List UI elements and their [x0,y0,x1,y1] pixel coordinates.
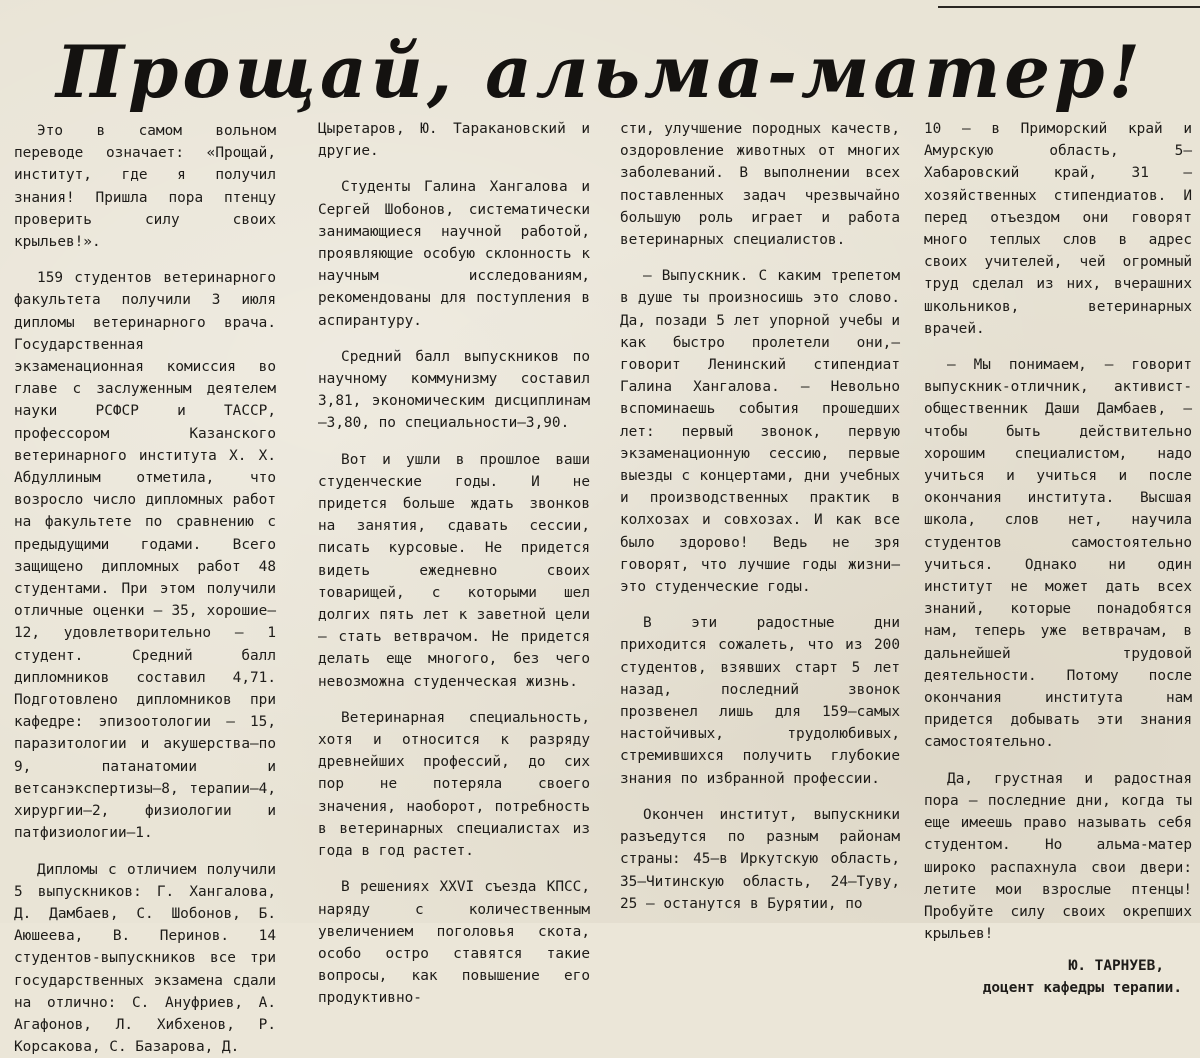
paragraph: Дипломы с отличием получили 5 выпускников: Г. Хангалова, Д. Дамбаев, С. Шобонов, Б. Аюшеева, В. Перинов. 14 студентов-выпускников все три государственных экзамена сдали на отлично: С. Ануфриев, А. Агафонов, Л. Хибхенов, Р. Корсакова, С. Базарова, Д. [14,859,276,1058]
paragraph: сти, улучшение породных качеств, оздоровление животных от многих заболеваний. В выполнении всех поставленных задач чрезвычайно большую роль играет и работа ветеринарных специалистов. [620,118,900,251]
article-column-3 [620,118,900,918]
paragraph: 10 — в Приморский край и Амурскую область, 5—Хабаровский край, 31 — хозяйственных стипендиатов. И перед отъездом они говорят много теплых слов в адрес своих учителей, чей огромный труд сделал из них, вчерашних школьников, ветеринарных врачей. [924,118,1192,340]
paragraph: — Выпускник. С каким трепетом в душе ты произносишь это слово. Да, позади 5 лет упорной учебы и как быстро пролетели они,— говорит Ленинский стипендиат Галина Хангалова. — Невольно вспоминаешь события прошедших лет: первый звонок, первую экзаменационную сессию, первые выезды с концертами, дни учебных и производственных практик в колхозах и совхозах. И как все было здорово! Ведь не зря говорят, что лучшие годы жизни—это студенческие годы. [620,265,900,598]
article-column-1 [14,120,276,920]
paragraph: 159 студентов ветеринарного факультета получили 3 июля дипломы ветеринарного врача. Государственная экзаменационная комиссия во главе с заслуженным деятелем науки РСФСР и ТАССР, профессором Казанского ветеринарного института Х. Х. Абдуллиным отметила, что возросло число дипломных работ на факультете по сравнению с предыдущими годами. Всего защищено дипломных работ 48 студентами. При этом получили отличные оценки — 35, хорошие—12, удовлетворительно — 1 студент. Средний балл дипломников составил 4,71. Подготовлено дипломников при кафедре: эпизоотологии — 15, паразитологии и акушерства—по 9, патанатомии и ветсанэкспертизы—8, терапии—4, хирургии—2, физиологии и патфизиологии—1. [14,267,276,844]
article-column-2 [318,118,590,918]
paragraph: В решениях XXVI съезда КПСС, наряду с количественным увеличением поголовья скота, особо остро ставятся такие вопросы, как повышение его продуктивно- [318,876,590,1009]
paragraph: Цыретаров, Ю. Таракановский и другие. [318,118,590,162]
paragraph: Ветеринарная специальность, хотя и относится к разряду древнейших профессий, до сих пор не потеряла своего значения, наоборот, потребность в ветеринарных специалистах из года в год растет. [318,707,590,862]
article-column-4 [924,118,1192,918]
paragraph: Окончен институт, выпускники разъедутся по разным районам страны: 45—в Иркутскую область, 35—Читинскую область, 24—Туву, 25 — останутся в Бурятии, по [620,804,900,915]
paragraph: Вот и ушли в прошлое ваши студенческие годы. И не придется больше ждать звонков на занятия, сдавать сессии, писать курсовые. Не придется видеть ежедневно своих товарищей, с которыми шел долгих пять лет к заветной цели — стать ветврачом. Не придется делать еще многого, без чего невозможна студенческая жизнь. [318,449,590,693]
author-signature [924,955,1192,999]
paragraph: В эти радостные дни приходится сожалеть, что из 200 студентов, взявших старт 5 лет назад, последний звонок прозвенел лишь для 159—самых настойчивых, трудолюбивых, стремившихся получить глубокие знания по избранной профессии. [620,612,900,790]
paragraph: Это в самом вольном переводе означает: «Прощай, институт, где я получил знания! Пришла пора птенцу проверить силу своих крыльев!». [14,120,276,253]
paragraph: Да, грустная и радостная пора — последние дни, когда ты еще имеешь право называть себя студентом. Но альма-матер широко распахнула свои двери: летите мои взрослые птенцы! Пробуйте силу своих окрепших крыльев! [924,768,1192,946]
top-rule [938,6,1200,8]
author-name: Ю. ТАРНУЕВ, [924,955,1192,977]
paragraph: Средний балл выпускников по научному коммунизму составил 3,81, экономическим дисциплинам—3,80, по специальности—3,90. [318,346,590,435]
paragraph: — Мы понимаем, — говорит выпускник-отличник, активист-общественник Даши Дамбаев, — чтобы быть действительно хорошим специалистом, надо учиться и учиться и после окончания института. Высшая школа, слов нет, научила студентов самостоятельно учиться. Однако ни один институт не может дать всех знаний, которые понадобятся нам, теперь уже ветврачам, в дальнейшей трудовой деятельности. Потому после окончания института нам придется добывать эти знания самостоятельно. [924,354,1192,754]
author-title: доцент кафедры терапии. [924,977,1192,999]
paragraph: Студенты Галина Хангалова и Сергей Шобонов, систематически занимающиеся научной работой, проявляющие особую склонность к научным исследованиям, рекомендованы для поступления в аспирантуру. [318,176,590,331]
headline: Прощай, альма-матер! [0,22,1200,122]
